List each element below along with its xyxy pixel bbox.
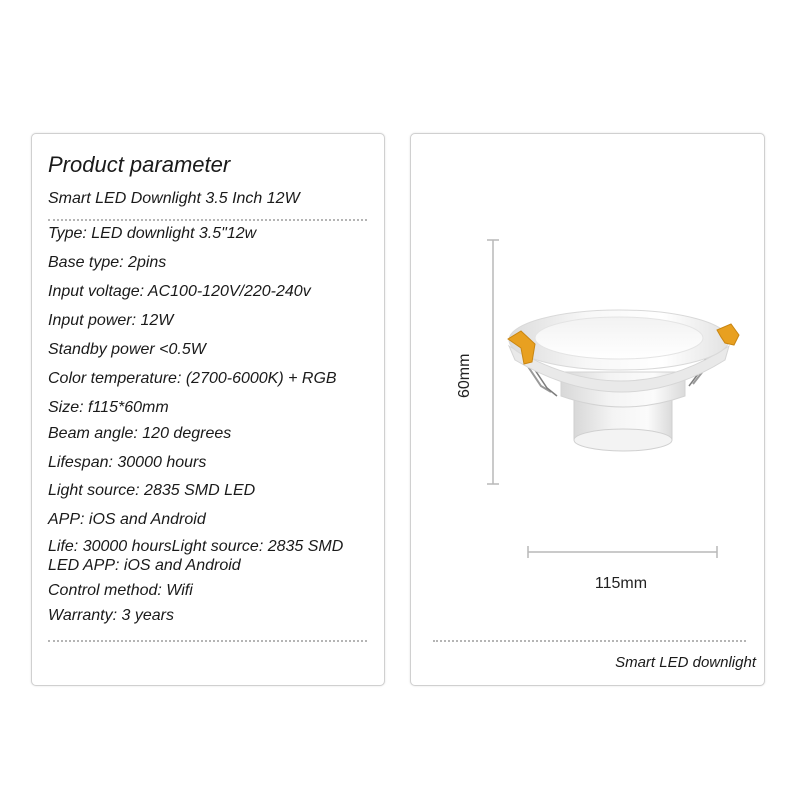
spec-color-temperature: Color temperature: (2700-6000K) + RGB bbox=[48, 370, 337, 387]
image-caption: Smart LED downlight bbox=[615, 654, 756, 671]
height-label: 60mm bbox=[456, 353, 473, 398]
card-title: Product parameter bbox=[48, 152, 231, 177]
dotted-divider-bottom bbox=[48, 640, 367, 642]
spec-warranty: Warranty: 3 years bbox=[48, 607, 174, 624]
height-dimension-line bbox=[487, 240, 499, 484]
product-subtitle: Smart LED Downlight 3.5 Inch 12W bbox=[48, 190, 300, 207]
spec-base-type: Base type: 2pins bbox=[48, 254, 167, 271]
spec-control-method: Control method: Wifi bbox=[48, 582, 193, 599]
led-downlight-illustration-icon bbox=[411, 134, 764, 685]
spec-light-source: Light source: 2835 SMD LED bbox=[48, 482, 256, 499]
spec-input-voltage: Input voltage: AC100-120V/220-240v bbox=[48, 283, 311, 300]
spec-app: APP: iOS and Android bbox=[48, 511, 206, 528]
spec-standby-power: Standby power <0.5W bbox=[48, 341, 206, 358]
spec-lifespan: Lifespan: 30000 hours bbox=[48, 454, 207, 471]
product-parameter-card bbox=[31, 133, 385, 686]
spec-size: Size: f115*60mm bbox=[48, 399, 169, 416]
spec-input-power: Input power: 12W bbox=[48, 312, 174, 329]
width-label: 115mm bbox=[594, 575, 648, 592]
dotted-divider-top bbox=[48, 219, 367, 221]
dotted-divider-right bbox=[433, 640, 746, 642]
width-dimension-line bbox=[528, 546, 717, 558]
spec-life-combined: Life: 30000 hoursLight source: 2835 SMD LED APP: iOS and Android bbox=[48, 538, 344, 574]
product-image-card bbox=[410, 133, 765, 686]
spec-type: Type: LED downlight 3.5"12w bbox=[48, 225, 257, 242]
spec-beam-angle: Beam angle: 120 degrees bbox=[48, 425, 232, 442]
